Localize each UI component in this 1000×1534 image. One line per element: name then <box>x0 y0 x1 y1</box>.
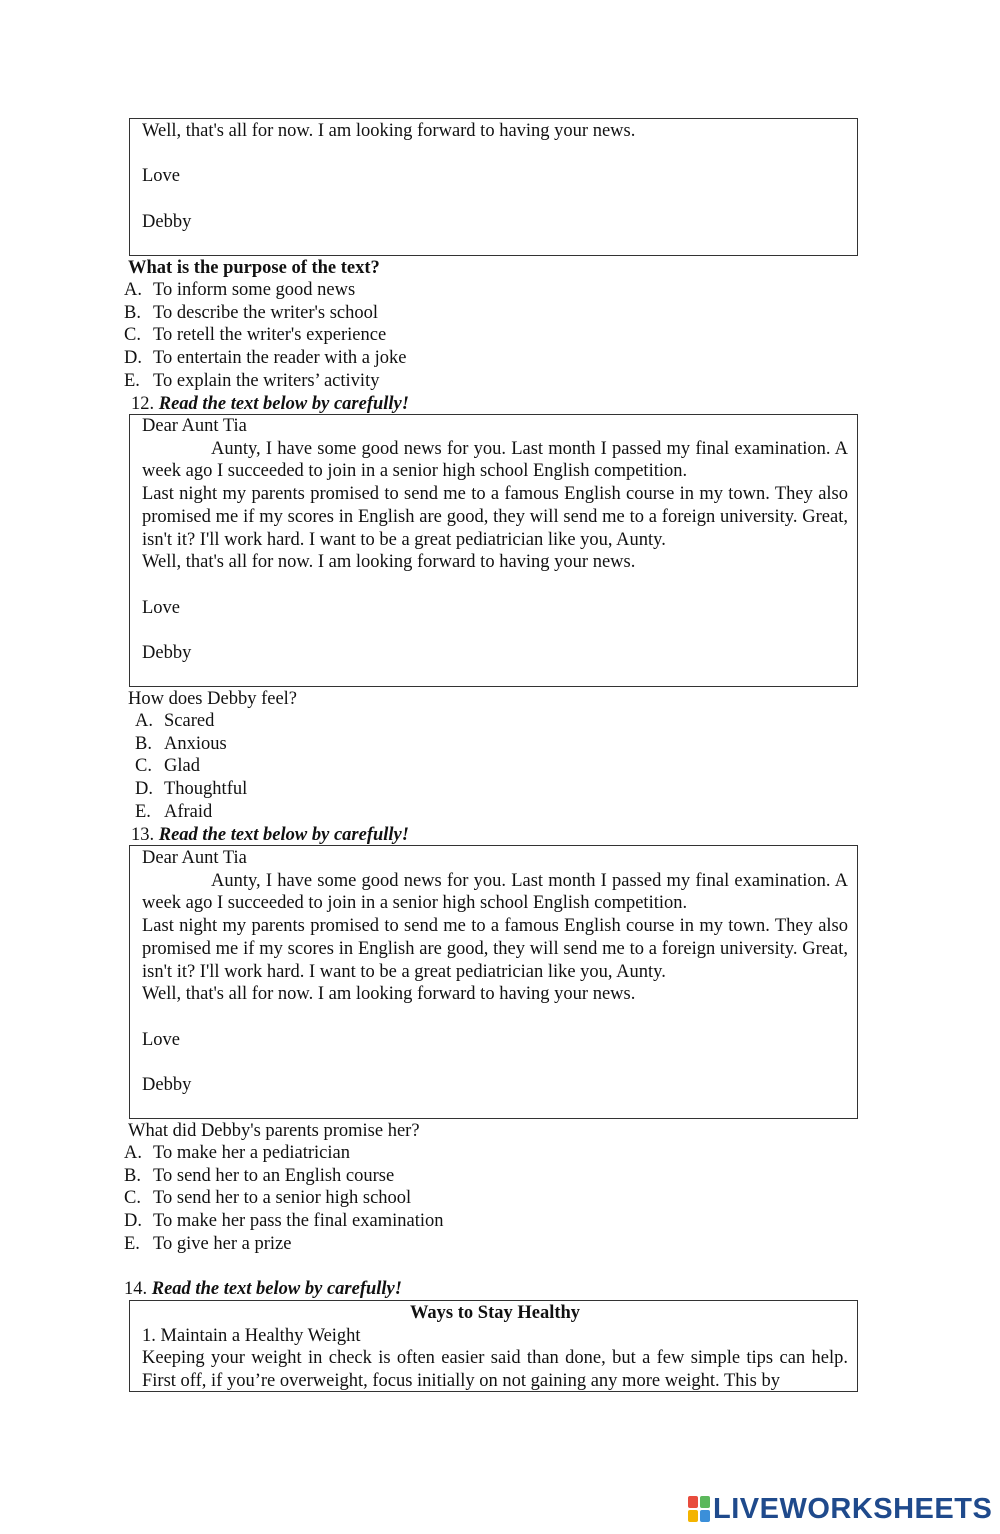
option-letter: D. <box>124 348 142 369</box>
instruction-q14 <box>124 1278 402 1301</box>
logo-text: LIVEWORKSHEETS <box>713 1492 993 1525</box>
option-text: To send her to an English course <box>153 1165 395 1186</box>
option-text: Scared <box>164 711 215 731</box>
option-item[interactable] <box>124 347 406 370</box>
options-q12 <box>135 710 247 824</box>
question-number: 13. <box>131 825 155 845</box>
option-letter: E. <box>135 801 151 822</box>
option-item[interactable] <box>135 733 247 756</box>
option-letter: B. <box>124 302 141 323</box>
text-heading: 1. Maintain a Healthy Weight <box>142 1325 361 1346</box>
option-item[interactable] <box>124 370 406 393</box>
instruction-text: Read the text below by carefully! <box>158 825 409 845</box>
option-letter: A. <box>135 711 153 731</box>
text-title: Ways to Stay Healthy <box>409 1303 581 1323</box>
option-letter: A. <box>124 1143 142 1163</box>
letter-closing: Love <box>142 166 181 187</box>
option-text: To give her a prize <box>153 1233 292 1254</box>
instruction-text: Read the text below by carefully! <box>151 1279 402 1299</box>
instruction-text: Read the text below by carefully! <box>158 394 409 414</box>
option-text: To describe the writer's school <box>153 302 378 323</box>
option-text: To inform some good news <box>153 280 356 300</box>
option-letter: E. <box>124 1233 140 1254</box>
option-letter: C. <box>135 756 152 777</box>
option-letter: D. <box>135 779 153 800</box>
option-letter: B. <box>124 1165 141 1186</box>
letter-greeting: Dear Aunt Tia <box>142 848 247 868</box>
option-item[interactable] <box>124 302 406 325</box>
option-text: To retell the writer's experience <box>153 325 387 346</box>
letter-paragraph: Last night my parents promised to send me to a famous English course in my town. They also promised me if my scores in English are good, they will send me to a foreign university. Great, isn't it? I'll work hard. I want to be a great pediatrician like you, Aunty. <box>142 484 848 550</box>
letter-paragraph: Aunty, I have some good news for you. Last month I passed my final examination. A week ago I succeeded to join in a senior high school English competition. <box>142 438 848 482</box>
option-text: To make her pass the final examination <box>153 1211 444 1232</box>
option-letter: A. <box>124 280 142 300</box>
text-paragraph: Keeping your weight in check is often easier said than done, but a few simple tips can help. First off, if you’re overweight, focus initially on not gaining any more weight. This by <box>142 1348 848 1392</box>
instruction-q12 <box>131 393 409 416</box>
option-item[interactable] <box>135 778 247 801</box>
letter-paragraph: Well, that's all for now. I am looking forward to having your news. <box>142 984 636 1005</box>
option-text: To make her a pediatrician <box>153 1143 350 1163</box>
option-item[interactable] <box>124 324 406 347</box>
option-text: Afraid <box>164 801 213 822</box>
options-q13 <box>124 1142 444 1256</box>
letter-signature: Debby <box>142 1075 192 1095</box>
option-text: To entertain the reader with a joke <box>153 348 407 369</box>
letter-box-q13 <box>129 845 858 1119</box>
option-item[interactable] <box>124 279 406 302</box>
option-letter: C. <box>124 1188 141 1209</box>
letter-line: Well, that's all for now. I am looking forward to having your news. <box>142 121 636 141</box>
option-item[interactable] <box>124 1142 444 1165</box>
letter-paragraph: Well, that's all for now. I am looking forward to having your news. <box>142 552 636 573</box>
text-box-q14 <box>129 1300 858 1392</box>
option-item[interactable] <box>124 1187 444 1210</box>
logo-square <box>700 1496 710 1508</box>
question-number: 14. <box>124 1279 148 1299</box>
letter-closing: Love <box>142 597 181 618</box>
instruction-q13 <box>131 824 409 847</box>
liveworksheets-logo[interactable] <box>688 1491 992 1527</box>
logo-square <box>700 1510 710 1522</box>
option-item[interactable] <box>135 755 247 778</box>
option-letter: C. <box>124 325 141 346</box>
logo-square <box>688 1496 698 1508</box>
option-letter: D. <box>124 1211 142 1232</box>
letter-paragraph: Last night my parents promised to send me to a famous English course in my town. They also promised me if my scores in English are good, they will send me to a foreign university. Great, isn't it? I'll work hard. I want to be a great pediatrician like you, Aunty. <box>142 916 848 982</box>
question-number: 12. <box>131 394 155 414</box>
letter-closing: Love <box>142 1029 181 1050</box>
option-item[interactable] <box>124 1165 444 1188</box>
option-text: Glad <box>164 756 200 777</box>
option-letter: E. <box>124 370 140 391</box>
option-text: Anxious <box>164 733 227 754</box>
option-text: To send her to a senior high school <box>153 1188 412 1209</box>
question-text-q11: What is the purpose of the text? <box>128 258 380 278</box>
letter-box-q11 <box>129 118 858 256</box>
letter-signature: Debby <box>142 643 192 663</box>
logo-mark-icon <box>688 1496 710 1522</box>
logo-square <box>688 1510 698 1522</box>
letter-signature: Debby <box>142 211 192 232</box>
question-text-q13: What did Debby's parents promise her? <box>128 1121 420 1141</box>
option-item[interactable] <box>135 710 247 733</box>
letter-greeting: Dear Aunt Tia <box>142 416 247 436</box>
question-text-q12: How does Debby feel? <box>128 689 298 709</box>
option-item[interactable] <box>124 1210 444 1233</box>
option-item[interactable] <box>135 801 247 824</box>
option-item[interactable] <box>124 1233 444 1256</box>
letter-box-q12 <box>129 414 858 687</box>
option-text: To explain the writers’ activity <box>153 370 380 391</box>
options-q11 <box>124 279 406 393</box>
letter-paragraph: Aunty, I have some good news for you. Last month I passed my final examination. A week ago I succeeded to join in a senior high school English competition. <box>142 870 848 914</box>
option-letter: B. <box>135 733 152 754</box>
option-text: Thoughtful <box>164 779 248 800</box>
